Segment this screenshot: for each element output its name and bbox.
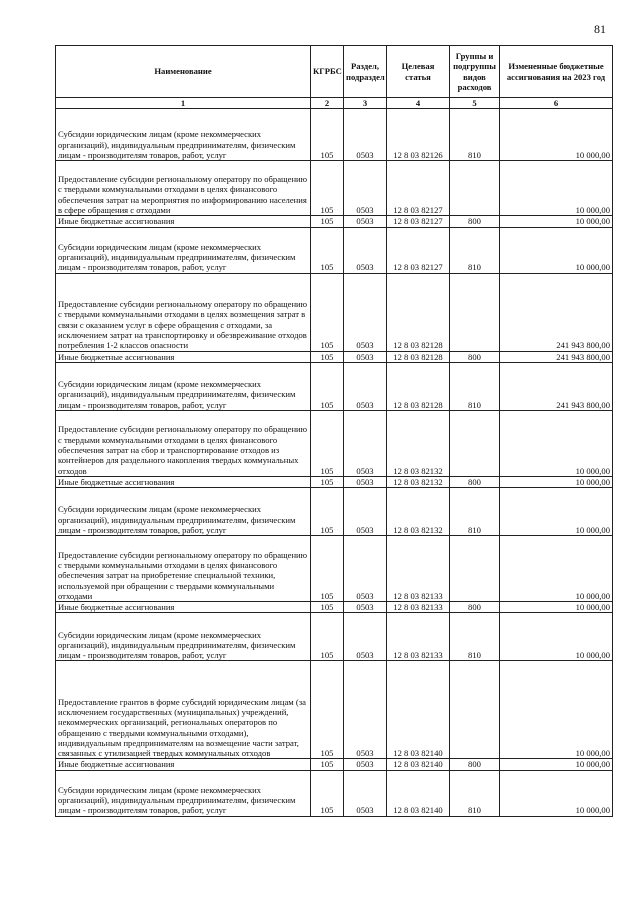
cell-statya: 12 8 03 82140	[387, 661, 450, 759]
cell-razdel: 0503	[344, 770, 387, 816]
cell-name: Иные бюджетные ассигнования	[56, 476, 311, 487]
cell-statya: 12 8 03 82128	[387, 351, 450, 362]
cell-name: Субсидии юридическим лицам (кроме некоммерческих организаций), индивидуальным предпринимателям, физическим лицам - производителям товаров, работ, услуг	[56, 770, 311, 816]
cell-amount: 10 000,00	[500, 216, 613, 227]
cell-razdel: 0503	[344, 351, 387, 362]
table-row	[56, 351, 613, 362]
column-number: 3	[344, 98, 387, 109]
cell-amount: 241 943 800,00	[500, 362, 613, 410]
cell-kgrbs: 105	[311, 602, 344, 613]
table-row	[56, 602, 613, 613]
cell-vid	[450, 273, 500, 351]
cell-vid: 810	[450, 362, 500, 410]
cell-kgrbs: 105	[311, 536, 344, 602]
cell-name: Иные бюджетные ассигнования	[56, 759, 311, 770]
cell-statya: 12 8 03 82133	[387, 602, 450, 613]
header-name: Наименование	[56, 46, 311, 98]
cell-amount: 10 000,00	[500, 770, 613, 816]
page-number: 81	[594, 22, 606, 36]
cell-vid	[450, 661, 500, 759]
cell-amount: 10 000,00	[500, 536, 613, 602]
header-kgrbs: КГРБС	[311, 46, 344, 98]
cell-name: Субсидии юридическим лицам (кроме некоммерческих организаций), индивидуальным предпринимателям, физическим лицам - производителям товаров, работ, услуг	[56, 488, 311, 536]
cell-statya: 12 8 03 82128	[387, 273, 450, 351]
cell-kgrbs: 105	[311, 109, 344, 161]
cell-kgrbs: 105	[311, 770, 344, 816]
table-row	[56, 770, 613, 816]
cell-statya: 12 8 03 82133	[387, 536, 450, 602]
cell-razdel: 0503	[344, 488, 387, 536]
cell-vid: 810	[450, 770, 500, 816]
column-number: 6	[500, 98, 613, 109]
cell-amount: 10 000,00	[500, 161, 613, 216]
cell-vid: 810	[450, 488, 500, 536]
cell-statya: 12 8 03 82140	[387, 759, 450, 770]
column-number: 1	[56, 98, 311, 109]
cell-statya: 12 8 03 82132	[387, 410, 450, 476]
cell-kgrbs: 105	[311, 273, 344, 351]
table-row	[56, 161, 613, 216]
table-row	[56, 488, 613, 536]
table-row	[56, 613, 613, 661]
cell-kgrbs: 105	[311, 351, 344, 362]
cell-razdel: 0503	[344, 759, 387, 770]
cell-razdel: 0503	[344, 227, 387, 273]
cell-vid: 800	[450, 216, 500, 227]
cell-statya: 12 8 03 82127	[387, 216, 450, 227]
cell-name: Иные бюджетные ассигнования	[56, 216, 311, 227]
cell-kgrbs: 105	[311, 410, 344, 476]
cell-statya: 12 8 03 82127	[387, 161, 450, 216]
budget-table	[55, 45, 613, 817]
cell-razdel: 0503	[344, 476, 387, 487]
cell-vid: 810	[450, 109, 500, 161]
cell-name: Иные бюджетные ассигнования	[56, 351, 311, 362]
table-row	[56, 661, 613, 759]
cell-vid	[450, 161, 500, 216]
cell-amount: 10 000,00	[500, 602, 613, 613]
cell-amount: 10 000,00	[500, 759, 613, 770]
table-row	[56, 227, 613, 273]
header-vid: Группы и подгруппы видов расходов	[450, 46, 500, 98]
table-row	[56, 109, 613, 161]
cell-razdel: 0503	[344, 410, 387, 476]
cell-razdel: 0503	[344, 661, 387, 759]
table-row	[56, 536, 613, 602]
column-number: 5	[450, 98, 500, 109]
cell-name: Предоставление грантов в форме субсидий юридическим лицам (за исключением государственных (муниципальных) учреждений, некоммерческих организаций, региональных операторов по обращению с твердыми коммунальными отходами), индивидуальным предпринимателям на возмещение части затрат, связанных с утилизацией твердых коммунальных отходов	[56, 661, 311, 759]
cell-kgrbs: 105	[311, 161, 344, 216]
cell-amount: 10 000,00	[500, 613, 613, 661]
table-row	[56, 759, 613, 770]
cell-amount: 10 000,00	[500, 488, 613, 536]
cell-razdel: 0503	[344, 602, 387, 613]
cell-name: Предоставление субсидии региональному оператору по обращению с твердыми коммунальными отходами в целях финансового обеспечения затрат на мероприятия по информированию населения в сфере обращения с отходами	[56, 161, 311, 216]
column-number-row	[56, 98, 613, 109]
cell-amount: 10 000,00	[500, 109, 613, 161]
cell-vid	[450, 536, 500, 602]
cell-razdel: 0503	[344, 109, 387, 161]
cell-statya: 12 8 03 82127	[387, 227, 450, 273]
cell-name: Предоставление субсидии региональному оператору по обращению с твердыми коммунальными отходами в целях финансового обеспечения затрат на приобретение специальной техники, используемой при обращении с твердыми коммунальными отходами	[56, 536, 311, 602]
cell-name: Предоставление субсидии региональному оператору по обращению с твердыми коммунальными отходами в целях финансового обеспечения затрат на сбор и транспортирование отходов из контейнеров для раздельного накопления твердых коммунальных отходов	[56, 410, 311, 476]
cell-vid: 800	[450, 351, 500, 362]
cell-statya: 12 8 03 82140	[387, 770, 450, 816]
cell-amount: 10 000,00	[500, 661, 613, 759]
header-amount: Измененные бюджетные ассигнования на 2023 год	[500, 46, 613, 98]
cell-vid: 800	[450, 476, 500, 487]
cell-statya: 12 8 03 82128	[387, 362, 450, 410]
cell-statya: 12 8 03 82133	[387, 613, 450, 661]
header-statya: Целевая статья	[387, 46, 450, 98]
cell-kgrbs: 105	[311, 488, 344, 536]
table-row	[56, 362, 613, 410]
cell-name: Субсидии юридическим лицам (кроме некоммерческих организаций), индивидуальным предпринимателям, физическим лицам - производителям товаров, работ, услуг	[56, 227, 311, 273]
cell-vid: 810	[450, 613, 500, 661]
cell-statya: 12 8 03 82126	[387, 109, 450, 161]
cell-vid	[450, 410, 500, 476]
cell-amount: 241 943 800,00	[500, 273, 613, 351]
cell-amount: 241 943 800,00	[500, 351, 613, 362]
cell-amount: 10 000,00	[500, 410, 613, 476]
header-razdel: Раздел, подраздел	[344, 46, 387, 98]
table-row	[56, 216, 613, 227]
cell-razdel: 0503	[344, 216, 387, 227]
cell-statya: 12 8 03 82132	[387, 476, 450, 487]
cell-statya: 12 8 03 82132	[387, 488, 450, 536]
cell-kgrbs: 105	[311, 227, 344, 273]
table-row	[56, 476, 613, 487]
cell-amount: 10 000,00	[500, 476, 613, 487]
cell-razdel: 0503	[344, 273, 387, 351]
cell-name: Предоставление субсидии региональному оператору по обращению с твердыми коммунальными отходами в целях возмещения затрат в связи с оказанием услуг в сфере обращения с отходами, за исключением затрат на транспортировку и обезвреживание отходов потребления 1-2 классов опасности	[56, 273, 311, 351]
cell-kgrbs: 105	[311, 362, 344, 410]
header-row	[56, 46, 613, 98]
cell-kgrbs: 105	[311, 216, 344, 227]
table-row	[56, 273, 613, 351]
cell-razdel: 0503	[344, 161, 387, 216]
cell-vid: 800	[450, 759, 500, 770]
cell-name: Субсидии юридическим лицам (кроме некоммерческих организаций), индивидуальным предпринимателям, физическим лицам - производителям товаров, работ, услуг	[56, 613, 311, 661]
cell-vid: 800	[450, 602, 500, 613]
column-number: 4	[387, 98, 450, 109]
cell-razdel: 0503	[344, 613, 387, 661]
cell-kgrbs: 105	[311, 613, 344, 661]
cell-kgrbs: 105	[311, 759, 344, 770]
cell-kgrbs: 105	[311, 476, 344, 487]
cell-name: Субсидии юридическим лицам (кроме некоммерческих организаций), индивидуальным предпринимателям, физическим лицам - производителям товаров, работ, услуг	[56, 109, 311, 161]
cell-amount: 10 000,00	[500, 227, 613, 273]
cell-name: Иные бюджетные ассигнования	[56, 602, 311, 613]
cell-vid: 810	[450, 227, 500, 273]
cell-razdel: 0503	[344, 536, 387, 602]
cell-name: Субсидии юридическим лицам (кроме некоммерческих организаций), индивидуальным предпринимателям, физическим лицам - производителям товаров, работ, услуг	[56, 362, 311, 410]
cell-kgrbs: 105	[311, 661, 344, 759]
table-row	[56, 410, 613, 476]
column-number: 2	[311, 98, 344, 109]
cell-razdel: 0503	[344, 362, 387, 410]
